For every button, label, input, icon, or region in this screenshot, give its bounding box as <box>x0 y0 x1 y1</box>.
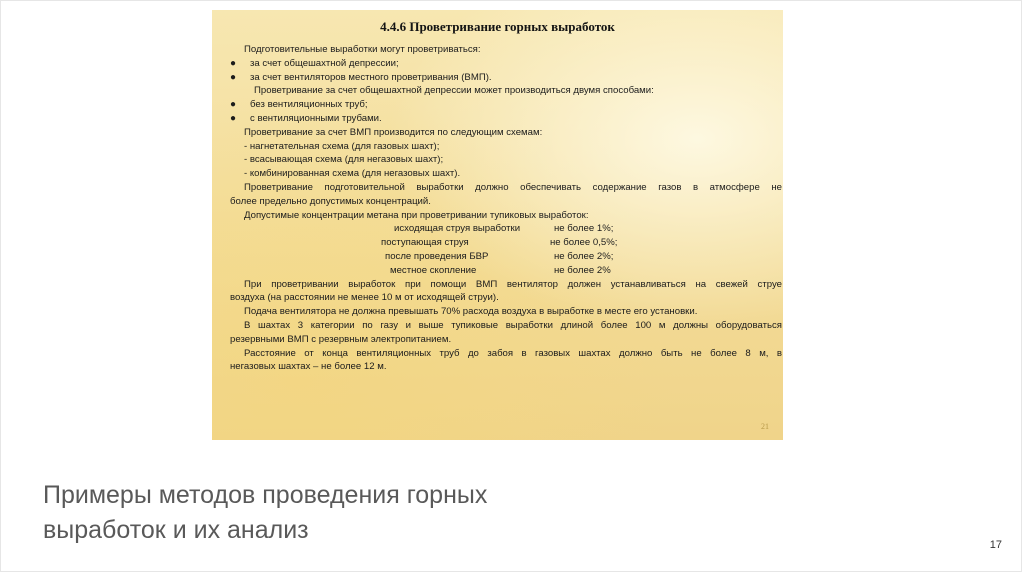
text-line: При проветривании выработок при помощи ВМП вентилятор должен устанавливаться на свежей струе <box>244 278 782 290</box>
concentration-value: не более 2% <box>554 264 611 276</box>
concentration-row <box>230 222 782 236</box>
text-line: В шахтах 3 категории по газу и выше тупиковые выработки длиной более 100 м должны оборудоваться <box>244 319 782 331</box>
document-title: 4.4.6 Проветривание горных выработок <box>380 19 615 34</box>
text-line: Подача вентилятора не должна превышать 70% расхода воздуха в выработке в месте его установки. <box>244 306 698 318</box>
caption-line: Примеры методов проведения горных <box>43 481 488 509</box>
text-line: резервными ВМП с резервным электропитанием. <box>230 333 452 345</box>
bullet-icon: ● <box>230 57 237 69</box>
bullet-item <box>230 98 782 112</box>
bullet-text: без вентиляционных труб; <box>250 99 368 111</box>
text-line: - комбинированная схема (для негазовых шахт). <box>244 168 461 180</box>
concentration-row <box>230 250 782 264</box>
text-line: - всасывающая схема (для негазовых шахт); <box>244 154 444 166</box>
text-line: Расстояние от конца вентиляционных труб до забоя в газовых шахтах должно быть не более 8 м, в <box>244 347 782 359</box>
concentration-value: не более 2%; <box>554 250 614 262</box>
document-body <box>230 43 782 374</box>
concentration-label: исходящая струя выработки <box>394 223 521 235</box>
text-line: негазовых шахтах – не более 12 м. <box>230 361 387 373</box>
bullet-item <box>230 57 782 71</box>
bullet-icon: ● <box>230 99 237 111</box>
concentration-label: поступающая струя <box>381 237 469 249</box>
text-line: более предельно допустимых концентраций. <box>230 195 431 207</box>
concentration-row <box>230 264 782 278</box>
text-line: Проветривание подготовительной выработки должно обеспечивать содержание газов в атмосфере не <box>244 181 782 193</box>
bullet-item <box>230 112 782 126</box>
slide-caption <box>43 478 643 548</box>
concentration-value: не более 0,5%; <box>550 237 618 249</box>
text-line: - нагнетательная схема (для газовых шахт); <box>244 140 440 152</box>
bullet-icon: ● <box>230 71 237 83</box>
text-line: Проветривание за счет ВМП производится по следующим схемам: <box>244 126 543 138</box>
concentration-row <box>230 236 782 250</box>
bullet-text: за счет общешахтной депрессии; <box>250 57 399 69</box>
document-page-number: 21 <box>761 421 769 431</box>
bullet-text: с вентиляционными трубами. <box>250 112 382 124</box>
bullet-text: за счет вентиляторов местного проветривания (ВМП). <box>250 71 492 83</box>
concentration-label: после проведения БВР <box>385 250 489 262</box>
slide-number: 17 <box>989 539 1002 551</box>
concentration-label: местное скопление <box>390 264 477 276</box>
concentration-value: не более 1%; <box>554 223 614 235</box>
bullet-icon: ● <box>230 112 237 124</box>
text-line: воздуха (на расстоянии не менее 10 м от исходящей струи). <box>230 292 499 304</box>
document-image <box>212 10 783 440</box>
text-line: Допустимые концентрации метана при проветривании тупиковых выработок: <box>244 209 589 221</box>
text-line: Подготовительные выработки могут проветриваться: <box>244 44 481 55</box>
text-line: Проветривание за счет общешахтной депрессии может производиться двумя способами: <box>254 85 654 97</box>
caption-line: выработок и их анализ <box>43 516 309 544</box>
bullet-item <box>230 71 782 85</box>
